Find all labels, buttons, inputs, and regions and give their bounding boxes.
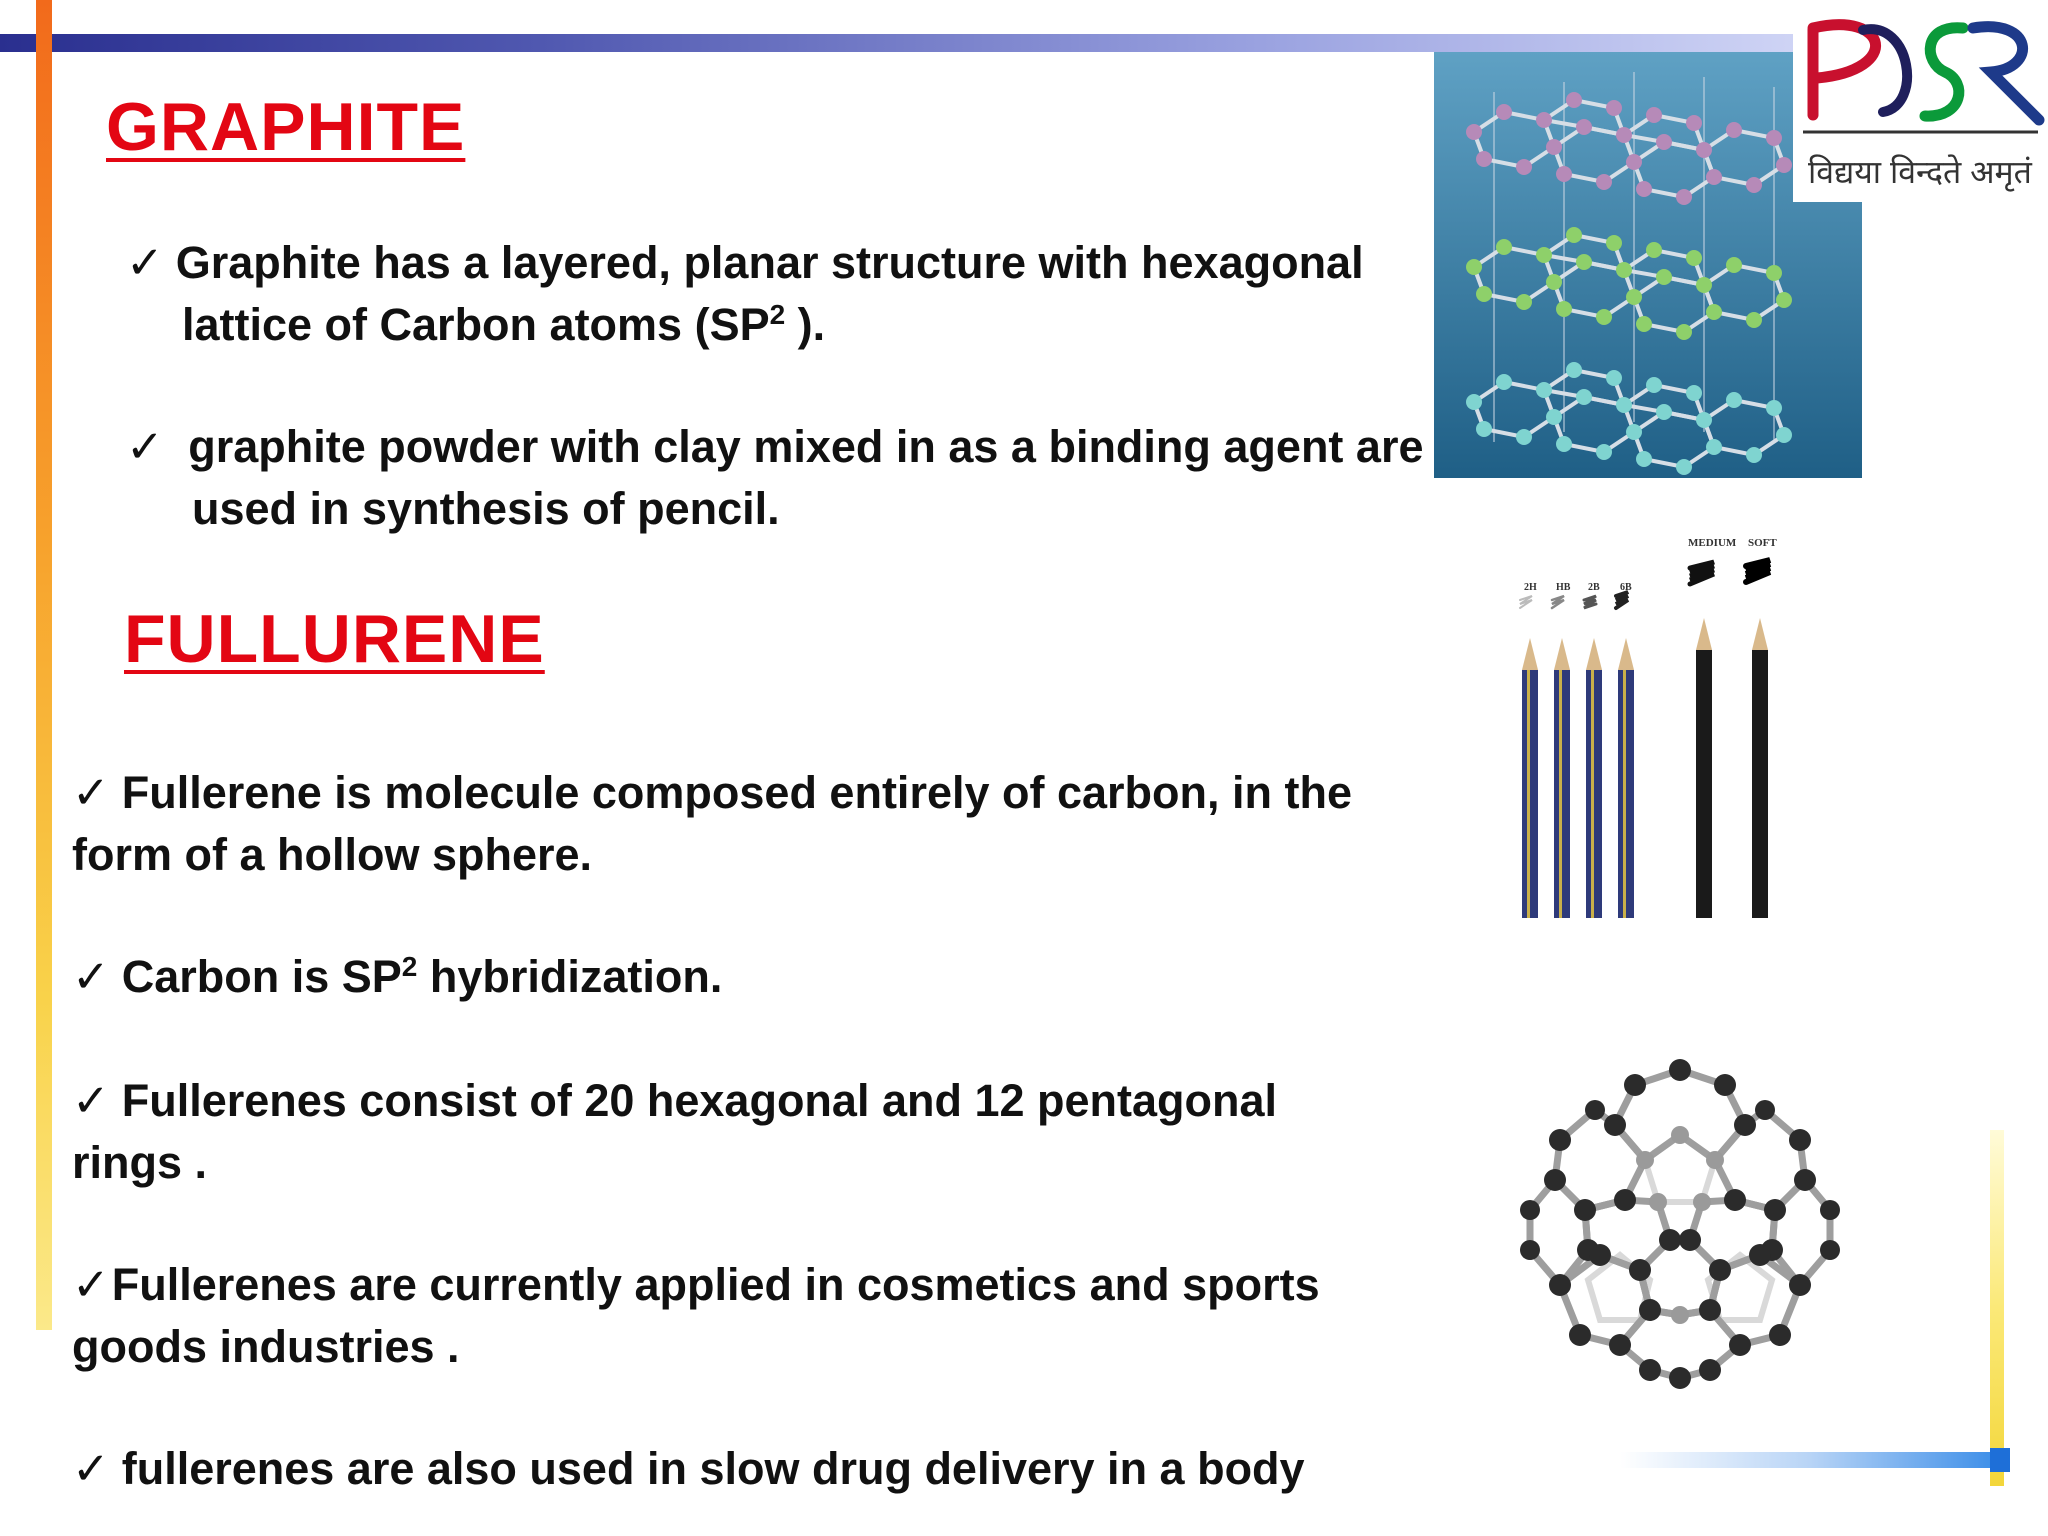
pencil-label-2h: 2H bbox=[1524, 582, 1537, 593]
top-accent-bar bbox=[0, 34, 1800, 52]
graphite-bullet-pencil bbox=[126, 416, 1446, 540]
bullet-text-line1: graphite powder with clay mixed in as a binding agent are bbox=[175, 421, 1424, 472]
bullet-text-line2: goods industries . bbox=[72, 1321, 460, 1372]
left-accent-bar bbox=[36, 0, 52, 1330]
superscript: 2 bbox=[401, 951, 418, 982]
fullurene-heading: FULLURENE bbox=[124, 601, 545, 677]
bullet-text: hybridization. bbox=[417, 951, 723, 1002]
fullerene-bullet-applications bbox=[72, 1254, 1412, 1378]
check-icon: ✓ bbox=[126, 237, 164, 288]
bullet-text-line1: fullerenes are also used in slow drug delivery in a body bbox=[121, 1443, 1305, 1494]
fullerene-bullet-hybridization bbox=[72, 946, 1412, 1008]
check-icon: ✓ bbox=[72, 1443, 110, 1494]
graphite-bullet-structure bbox=[126, 232, 1426, 356]
bullet-text: Carbon is SP bbox=[121, 951, 402, 1002]
pencil-label-6b: 6B bbox=[1620, 582, 1632, 593]
logo-tagline: विद्यया विन्दते अमृतं bbox=[1808, 154, 2032, 190]
bottom-accent-bar bbox=[1620, 1452, 2000, 1468]
bottom-accent-square bbox=[1990, 1448, 2010, 1472]
pencil-label-2b: 2B bbox=[1588, 582, 1600, 593]
bullet-text-line1: Graphite has a layered, planar structure with hexagonal bbox=[175, 237, 1364, 288]
right-accent-bar bbox=[1990, 1130, 2004, 1486]
graphite-heading: GRAPHITE bbox=[106, 89, 466, 165]
pencils-image bbox=[1500, 530, 1800, 918]
check-icon: ✓ bbox=[126, 421, 164, 472]
bullet-text-line2: form of a hollow sphere. bbox=[72, 829, 593, 880]
pencil-label-medium: MEDIUM bbox=[1688, 537, 1737, 549]
bullet-text-line2 bbox=[126, 294, 1426, 356]
fullerene-bullet-rings bbox=[72, 1070, 1412, 1194]
pencil-label-soft: SOFT bbox=[1748, 537, 1777, 549]
fullerene-bullet-drug-delivery bbox=[72, 1438, 1412, 1500]
check-icon: ✓ bbox=[72, 1075, 110, 1126]
bullet-text: lattice of Carbon atoms (SP bbox=[182, 299, 770, 350]
bullet-text-line2: rings . bbox=[72, 1137, 208, 1188]
pencil-label-hb: HB bbox=[1556, 582, 1571, 593]
logo-mark bbox=[1793, 0, 2048, 150]
bullet-text-line2: used in synthesis of pencil. bbox=[192, 483, 780, 534]
check-icon: ✓ bbox=[72, 767, 110, 818]
bullet-text-line1: Fullerenes are currently applied in cosmetics and sports bbox=[111, 1259, 1320, 1310]
fullerene-bullet-definition bbox=[72, 762, 1412, 886]
logo-letter-s bbox=[1925, 28, 1963, 116]
logo-letter-r bbox=[1973, 27, 2039, 120]
check-icon: ✓ bbox=[72, 1259, 110, 1310]
bullet-text-line1: Fullerene is molecule composed entirely of carbon, in the bbox=[121, 767, 1353, 818]
superscript: 2 bbox=[769, 299, 786, 330]
fullerene-molecule-image bbox=[1500, 1040, 1860, 1400]
check-icon: ✓ bbox=[72, 951, 110, 1002]
bullet-text-line1: Fullerenes consist of 20 hexagonal and 12 pentagonal bbox=[121, 1075, 1278, 1126]
bullet-text: ). bbox=[785, 299, 826, 350]
